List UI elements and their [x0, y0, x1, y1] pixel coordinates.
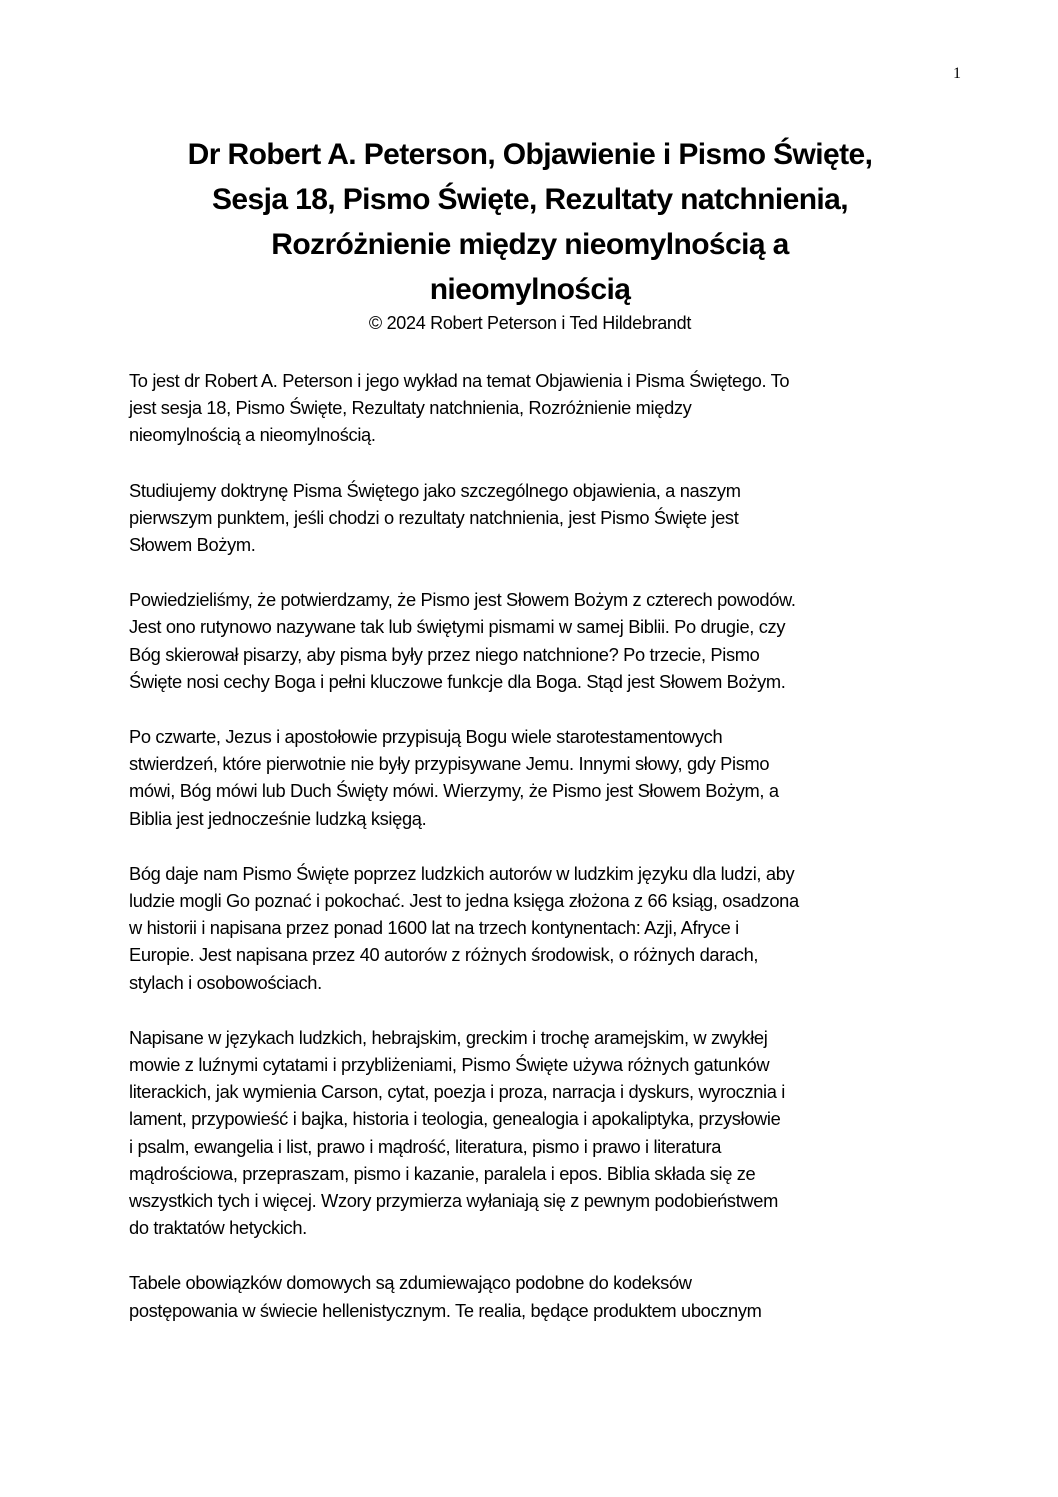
paragraph [129, 1024, 949, 1242]
title-line: nieomylnością [429, 273, 631, 306]
text-line: i psalm, ewangelia i list, prawo i mądrość, literatura, pismo i prawo i literatura [129, 1135, 722, 1157]
text-line: stwierdzeń, które pierwotnie nie były przypisywane Jemu. Innymi słowy, gdy Pismo [129, 753, 770, 775]
text-line: jest sesja 18, Pismo Święte, Rezultaty natchnienia, Rozróżnienie między [129, 397, 692, 419]
text-line: nieomylnością a nieomylnością. [129, 424, 376, 446]
title-line: Sesja 18, Pismo Święte, Rezultaty natchnienia, [212, 183, 848, 216]
copyright-notice: © 2024 Robert Peterson i Ted Hildebrandt [368, 313, 692, 333]
document-body [129, 367, 949, 1352]
text-line: Europie. Jest napisana przez 40 autorów z różnych środowisk, o różnych darach, [129, 944, 759, 966]
text-line: ludzie mogli Go poznać i pokochać. Jest to jedna księga złożona z 66 ksiąg, osadzona [129, 890, 799, 912]
text-line: literackich, jak wymienia Carson, cytat, poezja i proza, narracja i dyskurs, wyrocznia i [129, 1081, 786, 1103]
text-line: Studiujemy doktrynę Pisma Świętego jako szczególnego objawienia, a naszym [129, 479, 741, 501]
paragraph [129, 1269, 949, 1323]
text-line: Tabele obowiązków domowych są zdumiewająco podobne do kodeksów [129, 1272, 692, 1294]
page-number: 1 [953, 65, 961, 82]
text-line: w historii i napisana przez ponad 1600 lat na trzech kontynentach: Azji, Afryce i [129, 917, 739, 939]
text-line: Napisane w językach ludzkich, hebrajskim, greckim i trochę aramejskim, w zwykłej [129, 1026, 768, 1048]
paragraph [129, 477, 949, 559]
text-line: lament, przypowieść i bajka, historia i teologia, genealogia i apokaliptyka, przysłowie [129, 1108, 781, 1130]
text-line: mądrościowa, przepraszam, pismo i kazanie, paralela i epos. Biblia składa się ze [129, 1162, 756, 1184]
paragraph [129, 586, 949, 695]
text-line: stylach i osobowościach. [129, 971, 322, 993]
text-line: Powiedzieliśmy, że potwierdzamy, że Pismo jest Słowem Bożym z czterech powodów. [129, 589, 796, 611]
text-line: To jest dr Robert A. Peterson i jego wykład na temat Objawienia i Pisma Świętego. To [129, 370, 790, 391]
paragraph [129, 723, 949, 832]
text-line: mówi, Bóg mówi lub Duch Święty mówi. Wierzymy, że Pismo jest Słowem Bożym, a [129, 780, 779, 802]
text-line: wszystkich tych i więcej. Wzory przymierza wyłaniają się z pewnym podobieństwem [129, 1190, 778, 1212]
text-line: Biblia jest jednocześnie ludzką księgą. [129, 807, 427, 829]
text-line: Po czwarte, Jezus i apostołowie przypisują Bogu wiele starotestamentowych [129, 726, 723, 748]
title-line: Dr Robert A. Peterson, Objawienie i Pismo Święte, [187, 138, 873, 171]
text-line: Święte nosi cechy Boga i pełni kluczowe funkcje dla Boga. Stąd jest Słowem Bożym. [129, 670, 786, 692]
paragraph-intro [129, 367, 949, 449]
text-line: pierwszym punktem, jeśli chodzi o rezultaty natchnienia, jest Pismo Święte jest [129, 506, 739, 528]
text-line: Bóg daje nam Pismo Święte poprzez ludzkich autorów w ludzkim języku dla ludzi, aby [129, 862, 795, 884]
text-line: Słowem Bożym. [129, 534, 256, 556]
paragraph [129, 860, 949, 996]
text-line: Bóg skierował pisarzy, aby pisma były przez niego natchnione? Po trzecie, Pismo [129, 643, 760, 665]
text-line: Jest ono rutynowo nazywane tak lub świętymi pismami w samej Biblii. Po drugie, czy [129, 616, 786, 638]
title-line: Rozróżnienie między nieomylnością a [271, 228, 789, 261]
text-line: postępowania w świecie hellenistycznym. Te realia, będące produktem ubocznym [129, 1299, 762, 1321]
document-title [120, 132, 940, 312]
text-line: do traktatów hetyckich. [129, 1217, 307, 1239]
text-line: mowie z luźnymi cytatami i przybliżeniami, Pismo Święte używa różnych gatunków [129, 1054, 770, 1076]
